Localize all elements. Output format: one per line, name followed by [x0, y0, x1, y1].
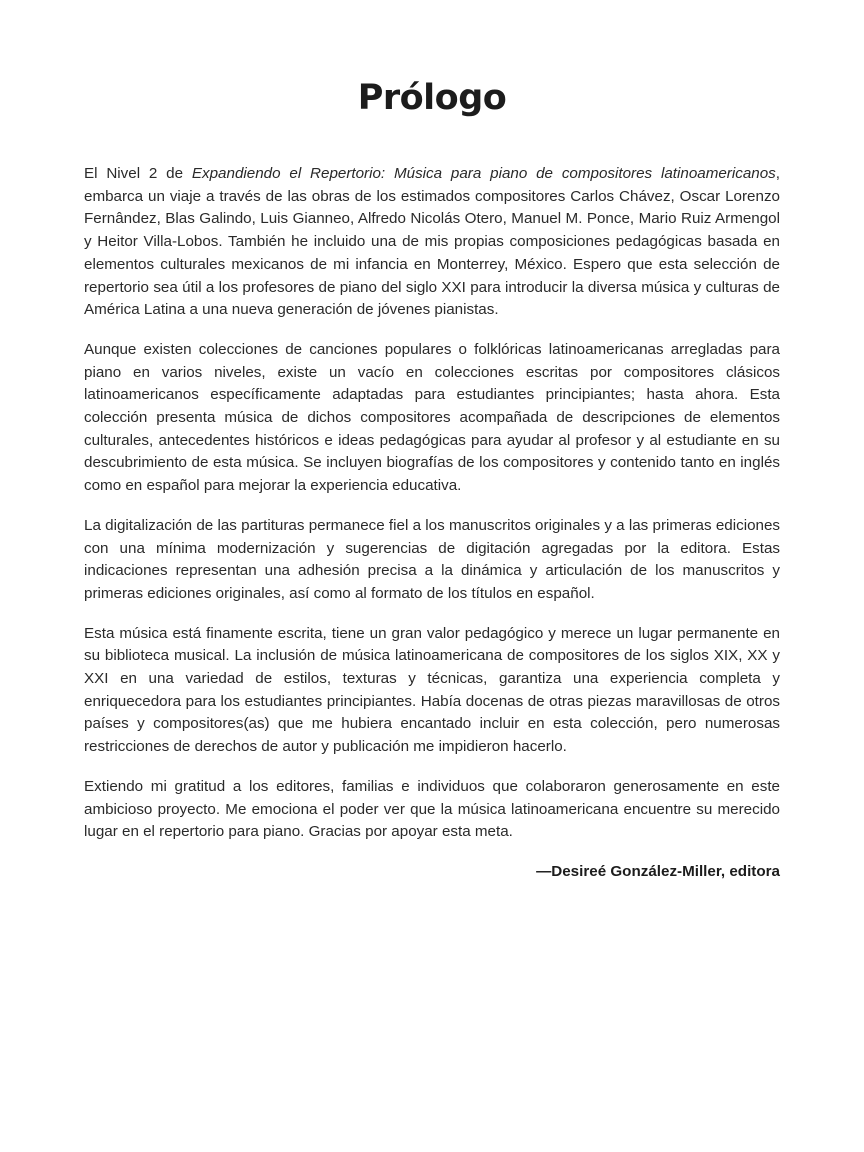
- book-title: Expandiendo el Repertorio: Música para piano de compositores latinoamericanos: [191, 165, 776, 182]
- paragraph-5: Extiendo mi gratitud a los editores, familias e individuos que colaboraron generosamente en este ambicioso proyecto. Me emociona el poder ver que la música latinoamericana encuentre su merecido lugar en el repertorio para piano. Gracias por apoyar esta meta.: [84, 777, 780, 841]
- paragraph-4: Esta música está finamente escrita, tiene un gran valor pedagógico y merece un lugar permanente en su biblioteca musical. La inclusión de música latinoamericana de compositores de los siglos XIX, XX y XXI en una variedad de estilos, texturas y técnicas, garantiza una experiencia completa y enriquecedora para los estudiantes principiantes. Había docenas de otras piezas maravillosas de otros países y compositores(as) que me hubiera encantado incluir en esta colección, pero numerosas restricciones de derechos de autor y publicación me impidieron hacerlo.: [84, 624, 780, 756]
- paragraph-1-intro: El Nivel 2 de: [84, 165, 192, 182]
- page-title: Prólogo: [357, 78, 507, 118]
- editor-signature: —Desireé González-Miller, editora: [536, 862, 780, 880]
- paragraph-2: Aunque existen colecciones de canciones populares o folklóricas latinoamericanas arregladas para piano en varios niveles, existe un vacío en colecciones escritas por compositores clásicos latinoamericanos específicamente adaptadas para estudiantes principiantes; hasta ahora. Esta colección presenta música de dichos compositores acompañada de descripciones de elementos culturales, antecedentes históricos e ideas pedagógicas para ayudar al profesor y al estudiante en su descubrimiento de esta música. Se incluyen biografías de los compositores y contenido tanto en inglés como en español para mejorar la experiencia educativa.: [84, 340, 780, 495]
- paragraph-1: [84, 163, 780, 322]
- paragraph-1-rest: , embarca un viaje a través de las obras de los estimados compositores Carlos Chávez, Oscar Lorenzo Fernândez, Blas Galindo, Luis Gianneo, Alfredo Nicolás Otero, Manuel M. Ponce, Mario Ruiz Armengol y Heitor Villa-Lobos. También he incluido una de mis propias composiciones pedagógicas basada en elementos culturales mexicanos de mi infancia en Monterrey, México. Espero que esta selección de repertorio sea útil a los profesores de piano del siglo XXI para introducir la diversa música y culturas de América Latina a una nueva generación de jóvenes pianistas.: [84, 165, 780, 319]
- paragraph-3: La digitalización de las partituras permanece fiel a los manuscritos originales y a las primeras ediciones con una mínima modernización y sugerencias de digitación agregadas por la editora. Estas indicaciones representan una adhesión precisa a la dinámica y articulación de los manuscritos y primeras ediciones originales, así como al formato de los títulos en español.: [84, 516, 780, 602]
- prologue-body: [84, 163, 780, 883]
